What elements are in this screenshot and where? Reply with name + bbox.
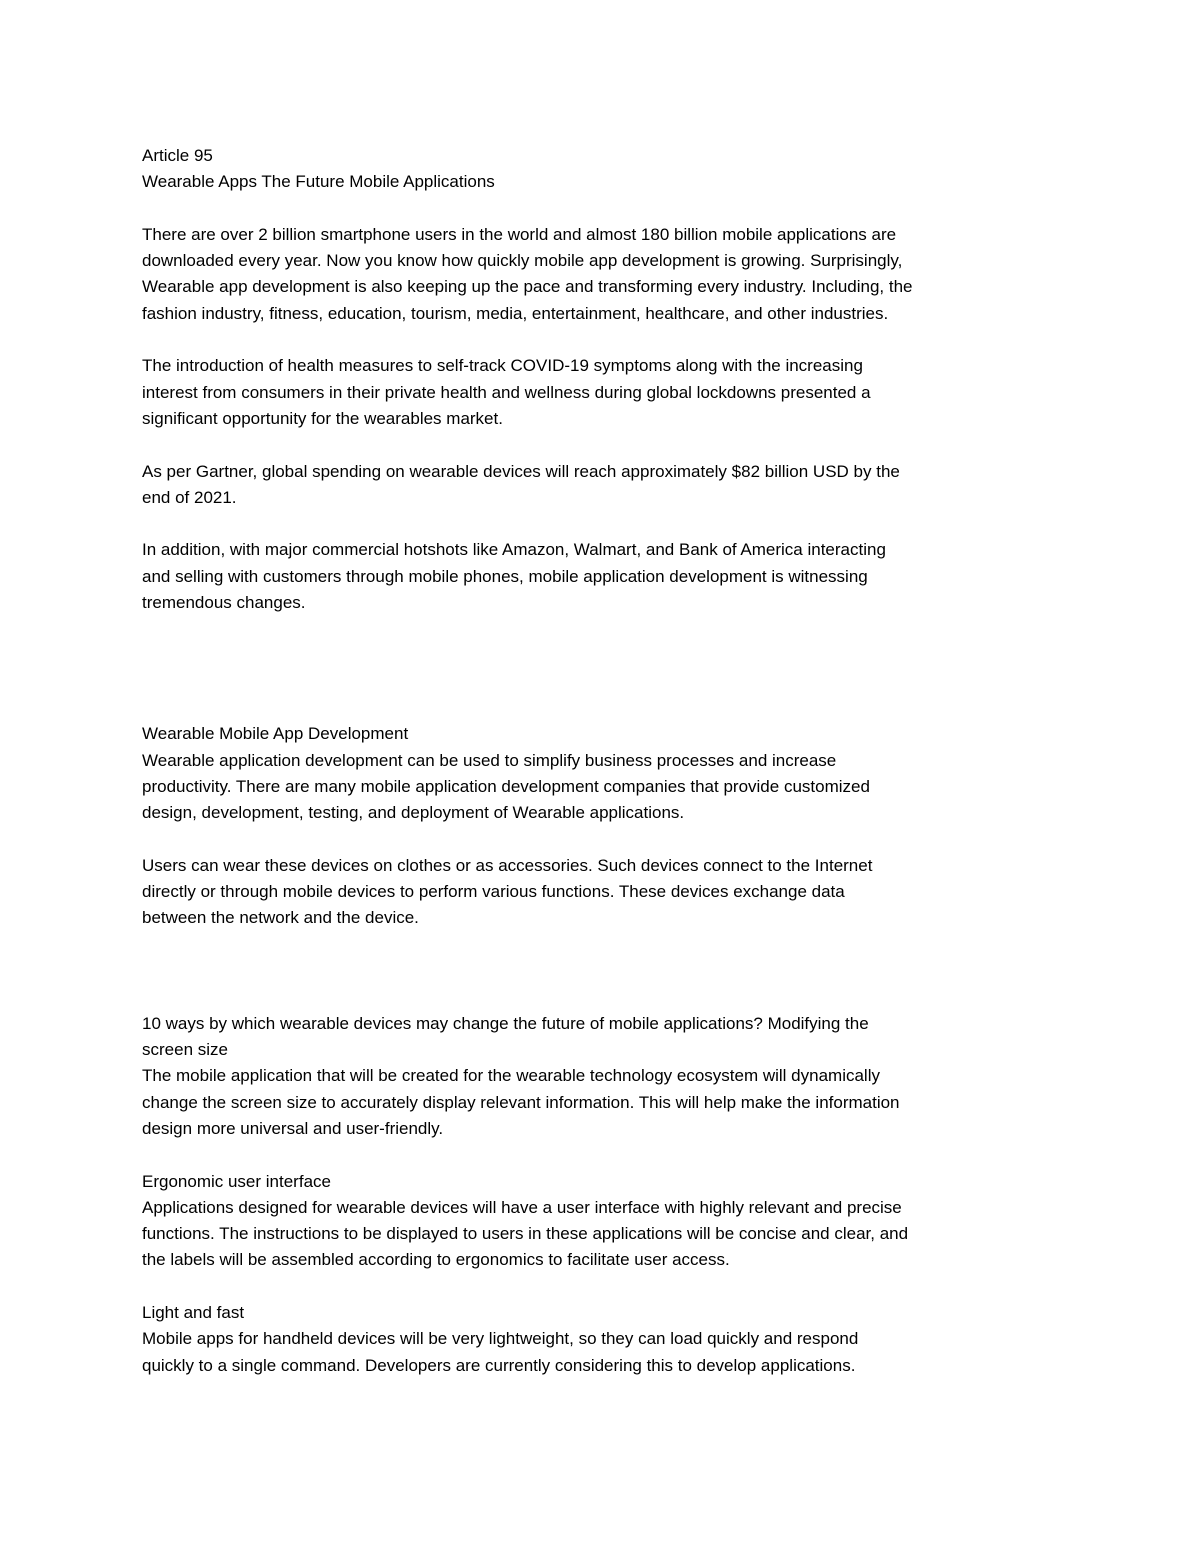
text-line: There are over 2 billion smartphone users in the world and almost 180 billion mobile applications are — [142, 224, 897, 244]
intro-paragraph-1 — [142, 222, 1062, 327]
intro-paragraph-2 — [142, 353, 1062, 432]
development-paragraph-1 — [142, 748, 1062, 827]
subheading-ergonomic: Ergonomic user interface — [142, 1171, 331, 1191]
intro-paragraph-4 — [142, 537, 1062, 616]
text-line: between the network and the device. — [142, 908, 419, 928]
text-line: quickly to a single command. Developers are currently considering this to develop applications. — [142, 1355, 856, 1375]
development-paragraph-2 — [142, 853, 1062, 932]
text-line: the labels will be assembled according to ergonomics to facilitate user access. — [142, 1250, 730, 1270]
section-heading-development: Wearable Mobile App Development — [142, 724, 409, 744]
blank-space — [142, 695, 1062, 721]
text-line: interest from consumers in their private health and wellness during global lockdowns presented a — [142, 382, 871, 402]
text-line: tremendous changes. — [142, 593, 306, 613]
text-line: Wearable application development can be used to simplify business processes and increase — [142, 750, 837, 770]
screen-size-paragraph — [142, 1063, 1062, 1142]
text-line: The mobile application that will be created for the wearable technology ecosystem will dynamically — [142, 1066, 880, 1086]
text-line: functions. The instructions to be displayed to users in these applications will be concise and clear, and — [142, 1224, 909, 1244]
text-line: Wearable app development is also keeping up the pace and transforming every industry. Including, the — [142, 277, 913, 297]
text-line: significant opportunity for the wearables market. — [142, 408, 503, 428]
blank-space — [142, 616, 1062, 695]
blank-line — [142, 196, 1062, 222]
text-line: and selling with customers through mobile phones, mobile application development is witnessing — [142, 566, 868, 586]
document-body — [142, 143, 1062, 1405]
article-label: Article 95 — [142, 146, 213, 165]
text-line: Mobile apps for handheld devices will be very lightweight, so they can load quickly and respond — [142, 1329, 859, 1349]
text-line: productivity. There are many mobile application development companies that provide customized — [142, 776, 870, 796]
blank-space — [142, 932, 1062, 1011]
intro-paragraph-3 — [142, 459, 1062, 512]
text-line: change the screen size to accurately display relevant information. This will help make the information — [142, 1092, 900, 1112]
ergonomic-section — [142, 1169, 1062, 1274]
text-line: fashion industry, fitness, education, tourism, media, entertainment, healthcare, and other industries. — [142, 303, 889, 323]
section-heading-ways — [142, 1011, 1062, 1064]
text-line: directly or through mobile devices to perform various functions. These devices exchange data — [142, 882, 845, 902]
article-title: Wearable Apps The Future Mobile Applications — [142, 172, 495, 192]
text-line: downloaded every year. Now you know how quickly mobile app development is growing. Surprisingly, — [142, 251, 903, 271]
light-fast-section — [142, 1300, 1062, 1379]
text-line: Users can wear these devices on clothes or as accessories. Such devices connect to the Internet — [142, 855, 873, 875]
text-line: screen size — [142, 1040, 228, 1060]
text-line: As per Gartner, global spending on wearable devices will reach approximately $82 billion USD by the — [142, 461, 900, 481]
text-line: design, development, testing, and deployment of Wearable applications. — [142, 803, 685, 823]
subheading-light-fast: Light and fast — [142, 1302, 245, 1322]
text-line: The introduction of health measures to self-track COVID-19 symptoms along with the increasing — [142, 356, 863, 376]
text-line: Applications designed for wearable devices will have a user interface with highly relevant and precise — [142, 1197, 902, 1217]
text-line: design more universal and user-friendly. — [142, 1118, 444, 1138]
text-line: 10 ways by which wearable devices may change the future of mobile applications? Modifying the — [142, 1013, 869, 1033]
text-line: In addition, with major commercial hotshots like Amazon, Walmart, and Bank of America interacting — [142, 540, 886, 560]
text-line: end of 2021. — [142, 487, 237, 507]
